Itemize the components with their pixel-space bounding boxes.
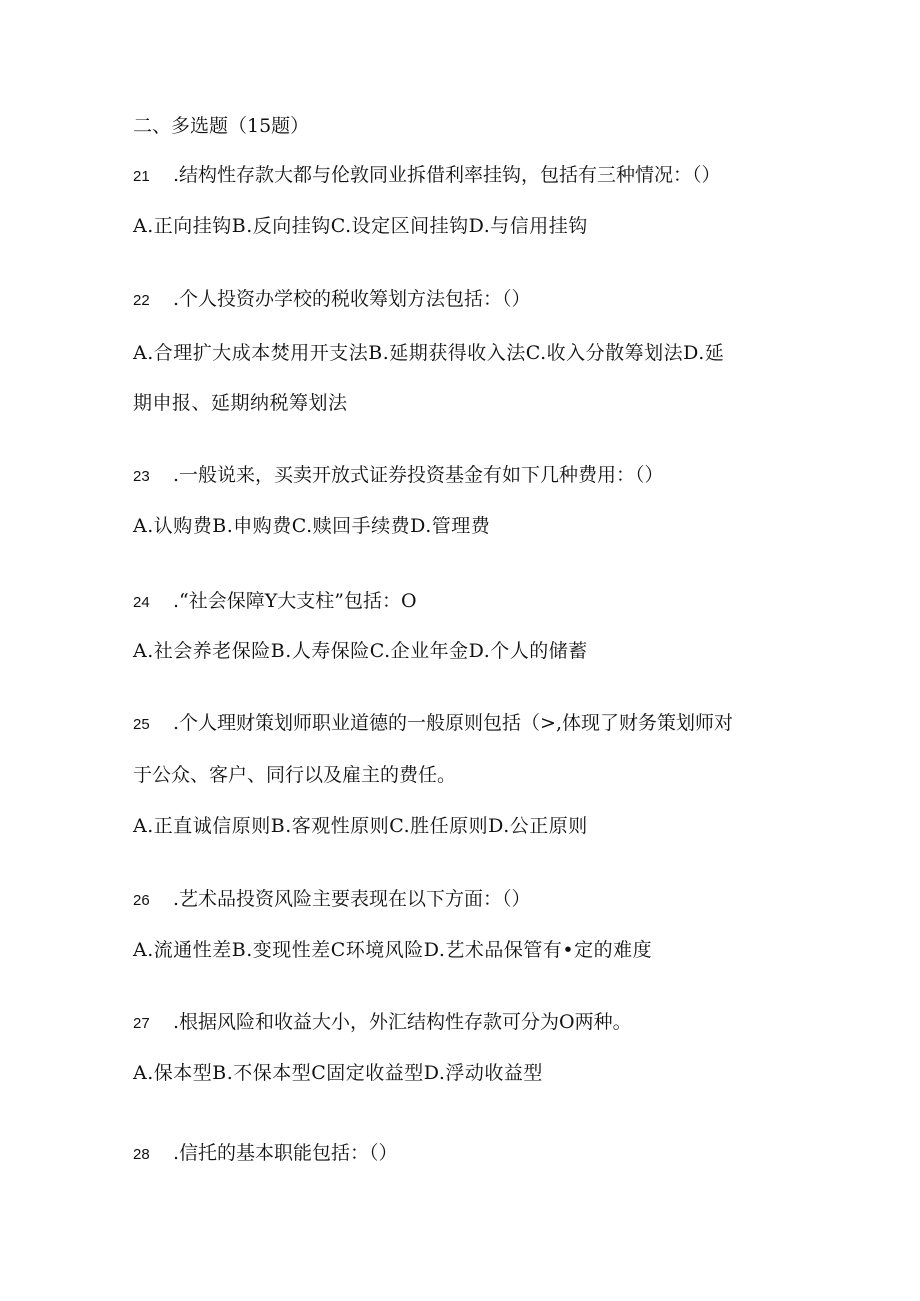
question-text: .个人投资办学校的税收筹划方法包括：（） bbox=[173, 288, 531, 310]
question-22-options: A.合理扩大成本焚用开支法B.延期获得收入法C.收入分散筹划法D.延 bbox=[133, 342, 725, 364]
question-25-continuation: 于公众、客户、同行以及雇主的费任。 bbox=[133, 764, 457, 786]
question-24 bbox=[133, 589, 417, 615]
question-number: 27 bbox=[133, 1015, 150, 1032]
question-26 bbox=[133, 887, 531, 913]
section-title: 二、多选题（15题） bbox=[133, 115, 310, 137]
question-number: 24 bbox=[133, 594, 150, 611]
question-27 bbox=[133, 1010, 632, 1036]
question-number: 23 bbox=[133, 468, 150, 485]
question-25 bbox=[133, 711, 733, 737]
question-number: 28 bbox=[133, 1146, 150, 1163]
question-text: .一般说来，买卖开放式证券投资基金有如下几种费用：（） bbox=[173, 464, 664, 486]
question-22 bbox=[133, 287, 531, 313]
question-24-options: A.社会养老保险B.人寿保险C.企业年金D.个人的储蓄 bbox=[133, 640, 588, 662]
question-26-options: A.流通性差B.变现性差C环境风险D.艺术品保管有•定的难度 bbox=[133, 939, 653, 961]
question-22-options-cont: 期申报、延期纳税筹划法 bbox=[133, 392, 348, 414]
question-number: 25 bbox=[133, 716, 150, 733]
question-28 bbox=[133, 1141, 398, 1167]
question-text: .“社会保障Y大支柱”包括：O bbox=[173, 590, 417, 612]
question-number: 22 bbox=[133, 292, 150, 309]
question-23 bbox=[133, 463, 664, 489]
question-23-options: A.认购费B.申购费C.赎回手续费D.管理费 bbox=[133, 515, 491, 537]
question-number: 21 bbox=[133, 168, 150, 185]
question-text: .个人理财策划师职业道德的一般原则包括（>,体现了财务策划师对 bbox=[173, 712, 734, 734]
question-text: .艺术品投资风险主要表现在以下方面：（） bbox=[173, 888, 531, 910]
question-21 bbox=[133, 163, 721, 189]
question-text: .根据风险和收益大小，外汇结构性存款可分为O两种。 bbox=[173, 1011, 632, 1033]
question-text: .结构性存款大都与伦敦同业拆借利率挂钩，包括有三种情况：（） bbox=[173, 164, 721, 186]
question-text: .信托的基本职能包括：（） bbox=[173, 1142, 398, 1164]
question-27-options: A.保本型B.不保本型C固定收益型D.浮动收益型 bbox=[133, 1062, 543, 1084]
question-21-options: A.正向挂钩B.反向挂钩C.设定区间挂钩D.与信用挂钩 bbox=[133, 215, 588, 237]
question-number: 26 bbox=[133, 892, 150, 909]
question-25-options: A.正直诚信原则B.客观性原则C.胜任原则D.公正原则 bbox=[133, 815, 588, 837]
